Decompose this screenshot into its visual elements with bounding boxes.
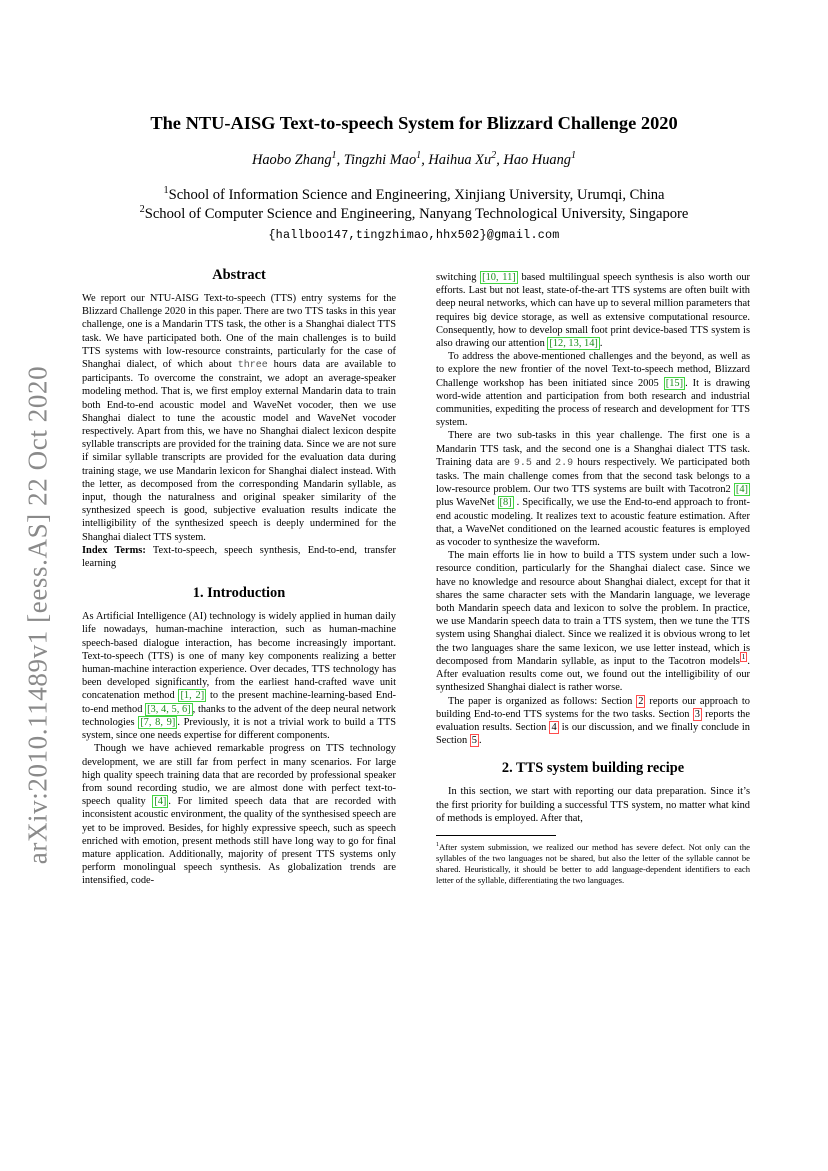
body-text: . For limited speech data that are recorded with inconsistent acoustic environment, the quality of the synthesised speech are yet to be improved. Besides, for highly expressive speech, such as speech enriched with emotion, present methods still have long way to go for final mature application. Additionally, majority of present TTS systems only perform monolingual speech synthesis. As globalization trends are intensified, code- bbox=[82, 796, 397, 887]
shanghai-hours-value: 2.9 bbox=[555, 457, 574, 469]
citation-link[interactable]: [4] bbox=[154, 796, 167, 808]
author-affiliation-mark: 2 bbox=[491, 150, 497, 162]
citation-link[interactable]: [15] bbox=[665, 377, 684, 389]
body-text: based multilingual speech synthesis is also worth our efforts. Last but not least, state-of-the-art TTS systems are often built with deep neural networks, which can have up to several million parameters that requires big device storage, as well as extensive computational resource. Consequently, how to develop small foot print device-based TTS system is also drawing our attention bbox=[436, 272, 750, 350]
index-terms bbox=[82, 544, 396, 570]
citation-link[interactable]: [10, 11] bbox=[482, 272, 516, 283]
body-text: . bbox=[478, 735, 482, 747]
arxiv-sidebar bbox=[14, 355, 62, 875]
citation-link[interactable]: [7, 8, 9] bbox=[140, 716, 176, 728]
body-text: reports our approach to building End-to-end TTS systems for the two tasks. Section bbox=[436, 695, 750, 720]
intro-paragraph-2 bbox=[82, 742, 396, 887]
section-link[interactable]: 2 bbox=[638, 695, 644, 707]
paper-title: The NTU-AISG Text-to-speech System for Blizzard Challenge 2020 bbox=[150, 113, 678, 133]
section-link[interactable]: 5 bbox=[471, 735, 477, 747]
footnote-divider bbox=[436, 835, 556, 836]
affiliation-mark: 2 bbox=[139, 204, 145, 216]
body-text: . bbox=[599, 338, 603, 350]
citation-link[interactable]: [1, 2] bbox=[180, 690, 205, 702]
body-text: reports the evaluation results. Section bbox=[436, 708, 750, 733]
body-text: to the present machine-learning-based End-to-end method bbox=[82, 690, 396, 715]
body-text: The main efforts lie in how to build a TTS system under such a low-resource condition, particularly for the Shanghai dialect case. Since we have no knowledge and resource about Shanghai dialect, except for that it shares the same character sets with the Mandarin language, we leverage both Mandarin speech data and lexicon to solve the problem. In practice, we use Mandarin speech data to train a TTS system, then we tune the TTS system using Shanghai dialect. Since we realized it is obvious wrong to let the two languages share the same lexicon, we use letter instead, which is decomposed from Mandarin syllable, as input to the Tacotron models bbox=[436, 550, 750, 667]
body-text: and bbox=[531, 456, 556, 468]
citation-link[interactable]: [3, 4, 5, 6] bbox=[147, 703, 191, 715]
affiliation-mark: 1 bbox=[163, 185, 169, 197]
abstract-paragraph bbox=[82, 292, 396, 544]
left-column bbox=[82, 266, 396, 888]
author-name: Haobo Zhang bbox=[251, 152, 332, 168]
section-2-paragraph: In this section, we start with reporting our data preparation. Since it’s the first priority for building a successful TTS system, no matter what kind of methods is employed. After that, bbox=[436, 786, 750, 824]
body-text: The paper is organized as follows: Section bbox=[448, 695, 637, 707]
body-text: switching bbox=[436, 272, 481, 283]
intro-paragraph-5 bbox=[436, 429, 750, 549]
intro-paragraph-3 bbox=[436, 271, 750, 350]
author-name: Haihua Xu bbox=[428, 152, 492, 168]
intro-paragraph-7 bbox=[436, 695, 750, 748]
footnote-mark: 1 bbox=[436, 842, 440, 849]
body-text: . Previously, it is not a trivial work to build a TTS system, since one needs expertise for different components. bbox=[82, 716, 396, 742]
body-text: . Specifically, we use the End-to-end approach to front-end acoustic modeling. It realizes text to acoustic feature estimation. After that, a WaveNet conditioned on the learned acoustic features is employed as vocoder to synthesize the waveform. bbox=[436, 497, 750, 549]
arxiv-identifier: arXiv:2010.11489v1 [eess.AS] 22 Oct 2020 bbox=[22, 365, 53, 865]
affiliation-text: School of Computer Science and Engineering, Nanyang Technological University, Singapore bbox=[144, 206, 689, 222]
abstract-heading: Abstract bbox=[212, 267, 266, 283]
footnote bbox=[436, 842, 750, 886]
introduction-heading: 1. Introduction bbox=[192, 585, 286, 602]
author-emails: {hallboo147,tingzhimao,hhx502}@gmail.com bbox=[268, 228, 560, 242]
citation-link[interactable]: [8] bbox=[499, 497, 512, 509]
citation-link[interactable]: [4] bbox=[735, 484, 748, 496]
body-text: There are two sub-tasks in this year challenge. The first one is a Mandarin TTS task, and the second one is a Shanghai dialect TTS task. Training data are bbox=[436, 430, 750, 468]
author-list: Haobo Zhang$^1$, Tingzhi Mao$^1$, Haihua Xu$^2$, Hao Huang$^1$ bbox=[251, 150, 577, 168]
footnote-link[interactable]: 1 bbox=[741, 653, 746, 662]
author-name: Hao Huang bbox=[503, 152, 571, 168]
author-name: Tingzhi Mao bbox=[343, 152, 417, 168]
affiliation-1 bbox=[96, 187, 732, 204]
index-terms-text: Text-to-speech, speech synthesis, End-to-end, transfer learning bbox=[82, 544, 396, 570]
mandarin-hours-value: 9.5 bbox=[513, 457, 532, 469]
intro-paragraph-4 bbox=[436, 350, 750, 429]
body-text: Though we have achieved remarkable progress on TTS technology development, we are still far from perfect in many scenarios. For large high quality speech training data that are recorded by professional speaker from sound recording studio, we are almost done with perfect text-to-speech quality bbox=[82, 743, 396, 808]
affiliation-text: School of Information Science and Engineering, Xinjiang University, Urumqi, China bbox=[168, 187, 665, 203]
body-text: hours respectively. We participated both tasks. The main challenge comes from that the second task belongs to a low-resource problem. Our two TTS systems are built with Tacotron2 bbox=[436, 456, 750, 496]
intro-paragraph-1 bbox=[82, 610, 396, 742]
section-2-heading: 2. TTS system building recipe bbox=[501, 760, 685, 777]
citation-link[interactable]: [12, 13, 14] bbox=[549, 338, 598, 350]
body-text: , thanks to the advent of the deep neural network technologies bbox=[82, 703, 396, 728]
body-text: plus WaveNet bbox=[436, 497, 498, 509]
body-text: As Artificial Intelligence (AI) technology is widely applied in human daily life nowadays, human-machine interaction, such as human-machine speech-based dialogue interaction, has become increasingly important. Text-to-speech (TTS) is one of many key components realizing a better human-machine interaction experience. Over decades, TTS technology has been developed significantly, from the earliest hand-crafted wave unit concatenation method bbox=[82, 611, 396, 702]
right-column bbox=[436, 271, 750, 886]
section-link[interactable]: 3 bbox=[694, 708, 700, 720]
author-affiliation-mark: 1 bbox=[331, 150, 337, 162]
body-text: To address the above-mentioned challenges and the beyond, as well as to explore the new frontier of the novel Text-to-speech method, Blizzard Challenge workshop has been initiated since 2005 bbox=[436, 351, 750, 389]
body-text: . After evaluation results come out, we found out the intelligibility of our synthesized Shanghai dialect is rather worse. bbox=[436, 655, 750, 694]
abstract-hours-value: three bbox=[237, 360, 268, 372]
index-terms-label: Index Terms: bbox=[82, 544, 146, 556]
footnote-text: After system submission, we realized our method has severe defect. Not only can the syllables of the two languages not be shared, but also the letter of the syllable cannot be shared. Heuristically, it should be better to add language-dependent identifiers to each letter of the syllable, differentiating the two languages. bbox=[436, 841, 750, 885]
body-text: is our discussion, and we finally conclude in Section bbox=[436, 721, 750, 747]
section-link[interactable]: 4 bbox=[551, 721, 557, 733]
author-affiliation-mark: 1 bbox=[570, 150, 577, 162]
abstract-text: hours data are available to participants. To overcome the constraint, we adopt an average-speaker modeling method. That is, we first employ external Mandarin data to train both End-to-end acoustic model and WaveNet vocoder, then we use Shanghai dialect to tune the acoustic model and WaveNet vocoder respectively. Apart from this, we have no Shanghai dialect lexicon despite syllable transcripts are provided for the training data. Since we are not sure if similar syllable transcripts are provided for the evaluation data during training stage, we use Mandarin lexicon for Shanghai dialect instead. With the letter, as decomposed from the corresponding Mandarin syllable, as input, though the naturalness and original speaker similarity of the synthesized speech is good, subjective evaluation results indicate the intelligibility of the synthesized speech is deeply undermined for the Shanghai dialect TTS system. bbox=[82, 359, 396, 543]
affiliation-2 bbox=[96, 206, 732, 223]
intro-paragraph-6 bbox=[436, 549, 750, 694]
body-text: . It is drawing word-wide attention and participation from both research and industrial communities, expediting the process of research and development for TTS system. bbox=[436, 377, 750, 429]
author-affiliation-mark: 1 bbox=[416, 150, 422, 162]
abstract-text: We report our NTU-AISG Text-to-speech (TTS) entry systems for the Blizzard Challenge 2020 in this paper. There are two TTS tasks in this year challenge, one is a Mandarin TTS task, the other is a Shanghai dialect TTS task. We have participated both. One of the main challenges is to build TTS systems with low-resource constraints, particularly for the case of Shanghai dialect, of which about bbox=[82, 293, 396, 371]
